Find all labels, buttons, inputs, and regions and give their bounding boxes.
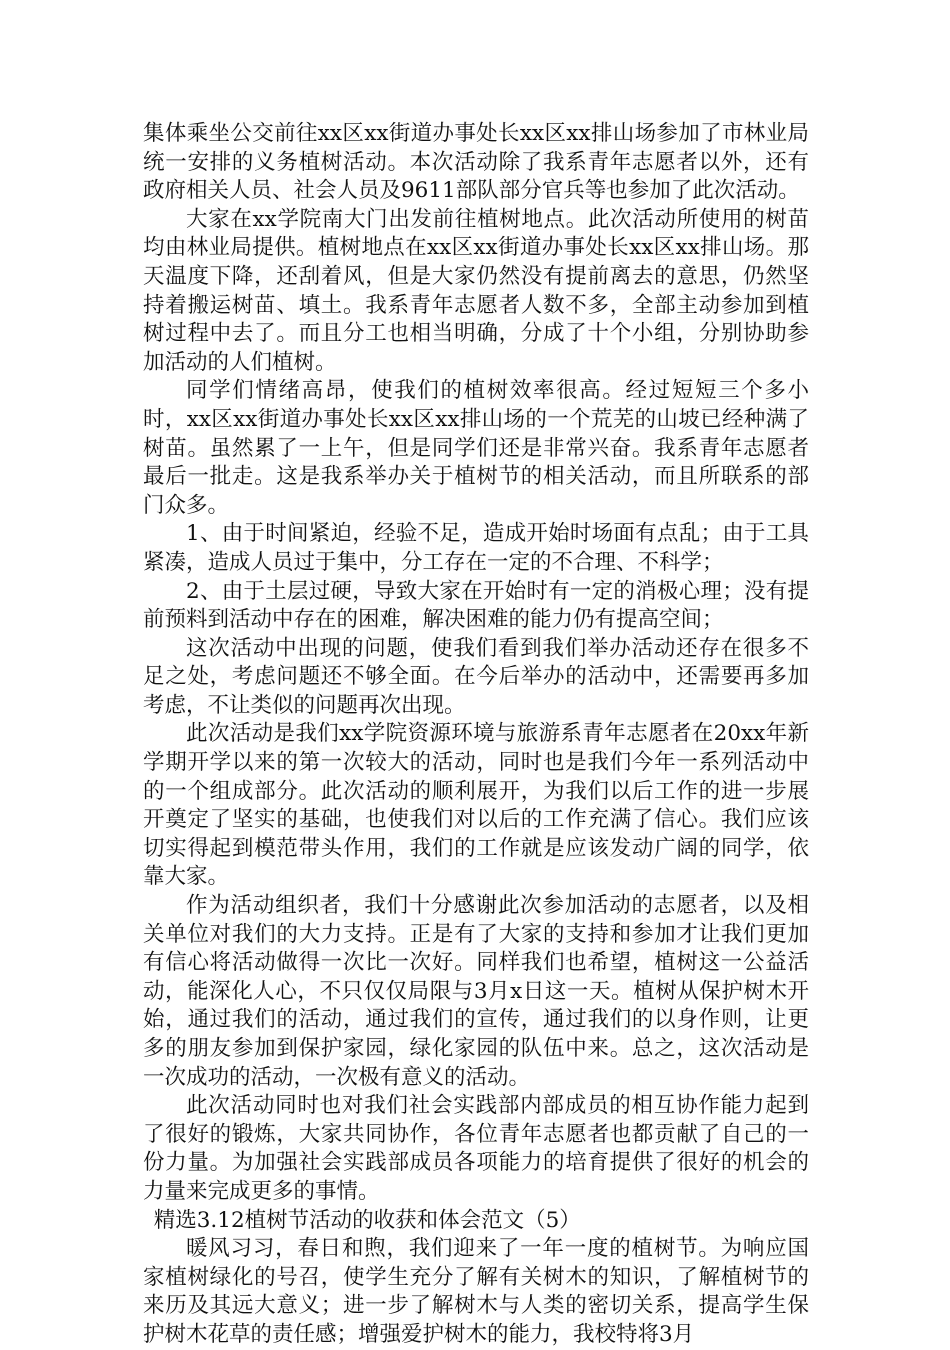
- paragraph-8: 作为活动组织者，我们十分感谢此次参加活动的志愿者，以及相关单位对我们的大力支持。正是有了大家的支持和参加才让我们更加有信心将活动做得一次比一次好。同样我们也希望，植树这一公益活动，能深化人心，不只仅仅局限与3月x日这一天。植树从保护树木开始，通过我们的活动，通过我们的宣传，通过我们的以身作则，让更多的朋友参加到保护家园，绿化家园的队伍中来。总之，这次活动是一次成功的活动，一次极有意义的活动。: [143, 893, 809, 1090]
- paragraph-9: 此次活动同时也对我们社会实践部内部成员的相互协作能力起到了很好的锻炼，大家共同协作，各位青年志愿者也都贡献了自己的一份力量。为加强社会实践部成员各项能力的培育提供了很好的机会的力量来完成更多的事情。: [143, 1093, 809, 1204]
- paragraph-3: 同学们情绪高昂，使我们的植树效率很高。经过短短三个多小时，xx区xx街道办事处长xx区xx排山场的一个荒芜的山坡已经种满了树苗。虽然累了一上午，但是同学们还是非常兴奋。我系青年志愿者最后一批走。这是我系举办关于植树节的相关活动，而且所联系的部门众多。: [143, 378, 809, 518]
- paragraph-10: 暖风习习，春日和煦，我们迎来了一年一度的植树节。为响应国家植树绿化的号召，使学生充分了解有关树木的知识，了解植树节的来历及其远大意义；进一步了解树木与人类的密切关系，提高学生保护树木花草的责任感；增强爱护树木的能力，我校特将3月: [143, 1236, 809, 1347]
- document-page: [143, 120, 809, 1350]
- paragraph-7: 此次活动是我们xx学院资源环境与旅游系青年志愿者在20xx年新学期开学以来的第一次较大的活动，同时也是我们今年一系列活动中的一个组成部分。此次活动的顺利展开，为我们以后工作的进一步展开奠定了坚实的基础，也使我们对以后的工作充满了信心。我们应该切实得起到模范带头作用，我们的工作就是应该发动广阔的同学，依靠大家。: [143, 721, 809, 890]
- paragraph-2: 大家在xx学院南大门出发前往植树地点。此次活动所使用的树苗均由林业局提供。植树地点在xx区xx街道办事处长xx区xx排山场。那天温度下降，还刮着风，但是大家仍然没有提前离去的意思，仍然坚持着搬运树苗、填土。我系青年志愿者人数不多，全部主动参加到植树过程中去了。而且分工也相当明确，分成了十个小组，分别协助参加活动的人们植树。: [143, 206, 809, 375]
- paragraph-6: 这次活动中出现的问题，使我们看到我们举办活动还存在很多不足之处，考虑问题还不够全面。在今后举办的活动中，还需要再多加考虑，不让类似的问题再次出现。: [143, 635, 809, 718]
- paragraph-1: 集体乘坐公交前往xx区xx街道办事处长xx区xx排山场参加了市林业局统一安排的义务植树活动。本次活动除了我系青年志愿者以外，还有政府相关人员、社会人员及9611部队部分官兵等也参加了此次活动。: [143, 121, 809, 204]
- paragraph-4: 1、由于时间紧迫，经验不足，造成开始时场面有点乱；由于工具紧凑，造成人员过于集中，分工存在一定的不合理、不科学；: [143, 521, 809, 575]
- section-heading: 精选3.12植树节活动的收获和体会范文（5）: [153, 1207, 581, 1233]
- paragraph-5: 2、由于土层过硬，导致大家在开始时有一定的消极心理；没有提前预料到活动中存在的困难，解决困难的能力仍有提高空间；: [143, 578, 809, 633]
